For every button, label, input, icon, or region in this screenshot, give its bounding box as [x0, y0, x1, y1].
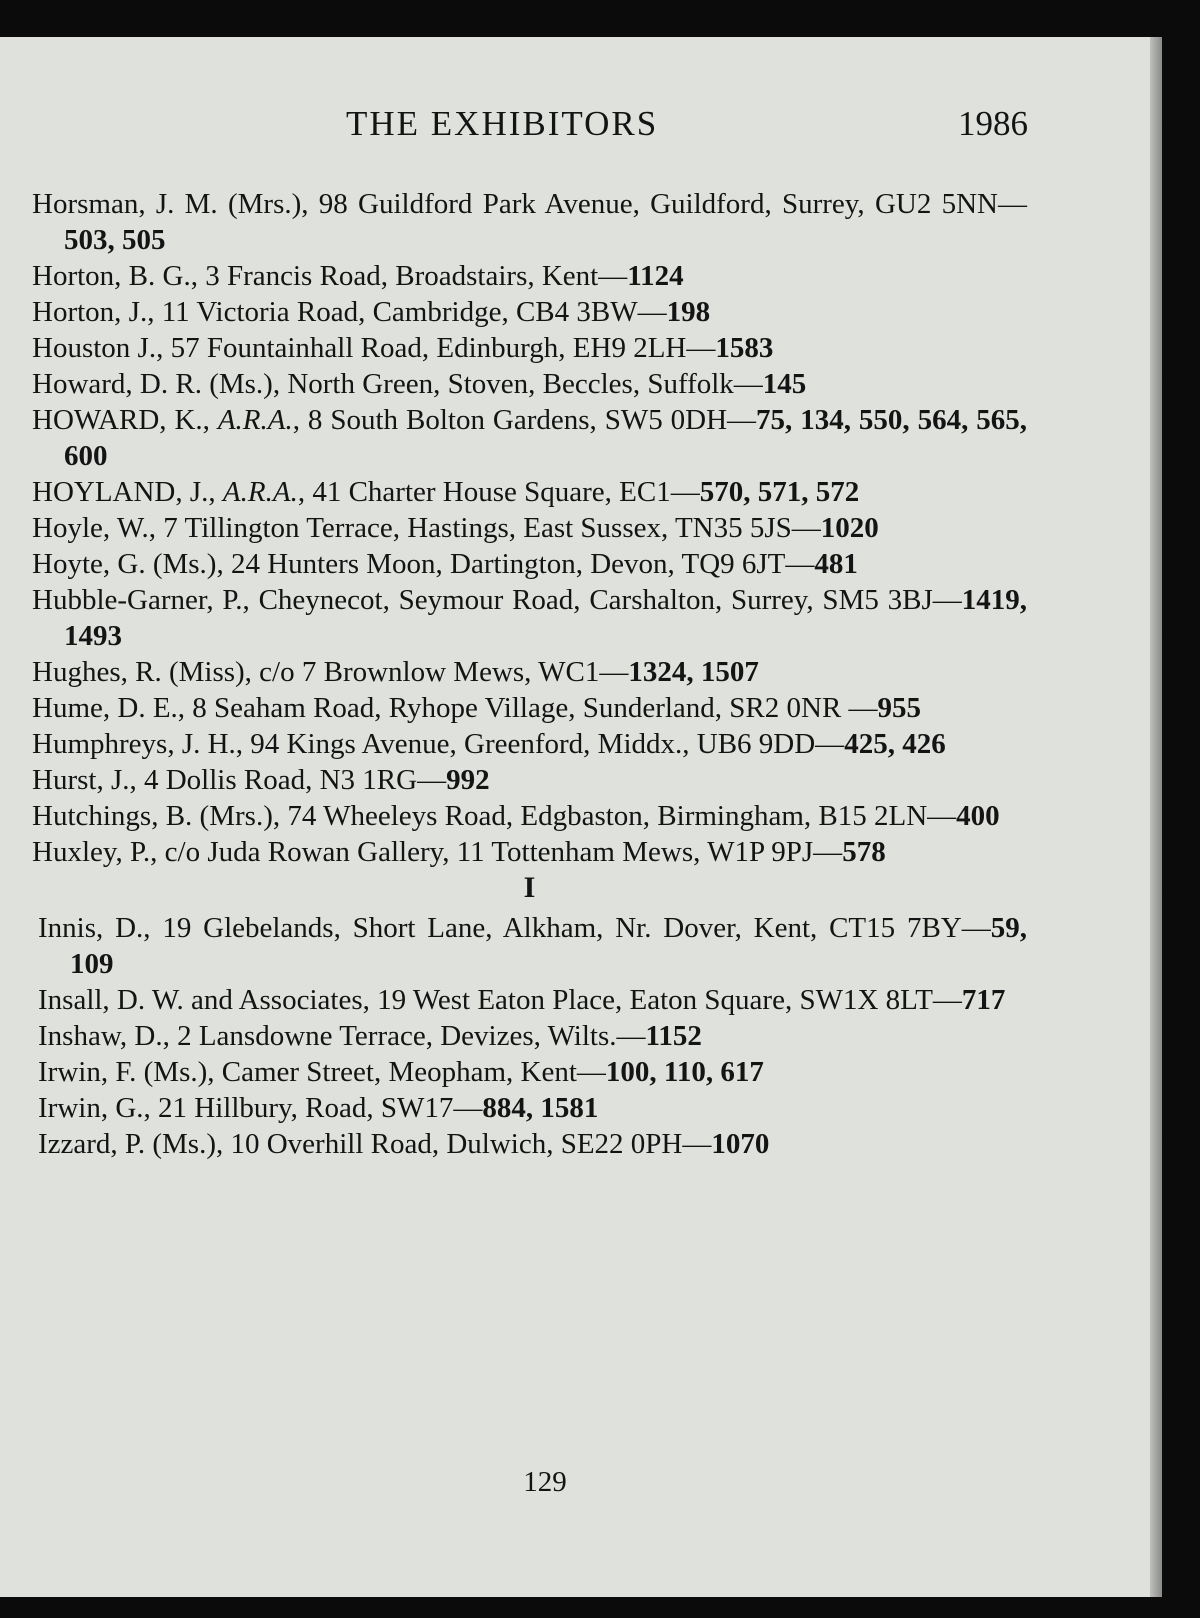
- exhibitor-address: Insall, D. W. and Associates, 19 West Eaton Place, Eaton Square, SW1X 8LT—: [38, 984, 962, 1016]
- catalogue-numbers: 198: [666, 296, 711, 328]
- catalogue-numbers: 400: [956, 800, 1000, 832]
- exhibitor-honour: A.R.A.: [222, 476, 298, 508]
- catalogue-numbers: 1419, 1493: [64, 584, 1027, 652]
- exhibitor-entry: [32, 186, 1027, 258]
- exhibitor-entry: [32, 726, 1027, 762]
- exhibitor-address: Horsman, J. M. (Mrs.), 98 Guildford Park Avenue, Guildford, Surrey, GU2 5NN—: [32, 188, 1027, 220]
- exhibitor-address: Hutchings, B. (Mrs.), 74 Wheeleys Road, Edgbaston, Birmingham, B15 2LN—: [32, 800, 957, 832]
- exhibitor-entry: [38, 1054, 1027, 1090]
- exhibitor-address: Hubble-Garner, P., Cheynecot, Seymour Road, Carshalton, Surrey, SM5 3BJ—: [32, 584, 962, 616]
- exhibitor-entry: [38, 982, 1027, 1018]
- catalogue-numbers: 717: [961, 984, 1006, 1016]
- exhibitor-entry: [32, 762, 1027, 798]
- exhibitor-address: Hughes, R. (Miss), c/o 7 Brownlow Mews, WC1—: [32, 656, 629, 688]
- exhibitor-address: Hume, D. E., 8 Seaham Road, Ryhope Village, Sunderland, SR2 0NR —: [32, 692, 878, 724]
- exhibitor-section-h: [32, 186, 1027, 870]
- catalogue-numbers: 1070: [711, 1128, 770, 1160]
- header-title: THE EXHIBITORS: [346, 104, 659, 143]
- exhibitor-entry: [32, 546, 1027, 582]
- exhibitor-entry: [38, 1018, 1027, 1054]
- catalogue-numbers: 955: [877, 692, 922, 724]
- catalogue-numbers: 100, 110, 617: [605, 1056, 764, 1088]
- exhibitor-entry: [38, 910, 1027, 982]
- exhibitor-entry: [32, 258, 1027, 294]
- catalogue-numbers: 884, 1581: [482, 1092, 599, 1124]
- catalogue-numbers: 75, 134, 550, 564, 565, 600: [64, 404, 1027, 472]
- exhibitor-entry: [32, 654, 1027, 690]
- exhibitor-address-rest: , 41 Charter House Square, EC1—: [297, 476, 700, 508]
- catalogue-numbers: 145: [762, 368, 807, 400]
- exhibitor-address: Izzard, P. (Ms.), 10 Overhill Road, Dulwich, SE22 0PH—: [38, 1128, 712, 1160]
- catalogue-numbers: 59, 109: [70, 912, 1027, 980]
- exhibitor-address: Hoyte, G. (Ms.), 24 Hunters Moon, Dartington, Devon, TQ9 6JT—: [32, 548, 815, 580]
- page-number: 129: [523, 1466, 567, 1498]
- catalogue-numbers: 578: [842, 836, 886, 868]
- catalogue-numbers: 570, 571, 572: [699, 476, 860, 508]
- exhibitor-address: Irwin, G., 21 Hillbury, Road, SW17—: [38, 1092, 483, 1124]
- exhibitor-entry: [32, 366, 1027, 402]
- exhibitor-address: Humphreys, J. H., 94 Kings Avenue, Greenford, Middx., UB6 9DD—: [32, 728, 845, 760]
- exhibitor-address: Innis, D., 19 Glebelands, Short Lane, Alkham, Nr. Dover, Kent, CT15 7BY—: [38, 912, 991, 944]
- exhibitor-entry: [32, 330, 1027, 366]
- exhibitor-address: Huxley, P., c/o Juda Rowan Gallery, 11 Tottenham Mews, W1P 9PJ—: [32, 836, 843, 868]
- exhibitor-entry: [32, 834, 1027, 870]
- catalogue-numbers: 992: [446, 764, 490, 796]
- exhibitor-entry: [32, 294, 1027, 330]
- exhibitor-entry: [32, 474, 1027, 510]
- exhibitor-address: Howard, D. R. (Ms.), North Green, Stoven, Beccles, Suffolk—: [32, 368, 763, 400]
- catalogue-numbers: 1324, 1507: [628, 656, 759, 688]
- catalogue-numbers: 425, 426: [844, 728, 946, 760]
- running-header: [0, 104, 1150, 144]
- header-year: 1986: [958, 104, 1028, 143]
- exhibitor-entry: [32, 690, 1027, 726]
- exhibitor-entry: [32, 402, 1027, 474]
- exhibitor-address-rest: , 8 South Bolton Gardens, SW5 0DH—: [292, 404, 757, 436]
- exhibitor-entry: [38, 1126, 1027, 1162]
- exhibitor-address: HOYLAND, J.,: [32, 476, 223, 508]
- catalogue-numbers: 1583: [715, 332, 774, 364]
- exhibitor-address: Horton, J., 11 Victoria Road, Cambridge, CB4 3BW—: [32, 296, 667, 328]
- exhibitor-honour: A.R.A.: [217, 404, 293, 436]
- exhibitor-entry: [32, 510, 1027, 546]
- page-edge: [1150, 37, 1162, 1597]
- exhibitor-entry: [32, 582, 1027, 654]
- exhibitor-section-i: [32, 910, 1027, 1162]
- catalogue-numbers: 503, 505: [64, 224, 166, 256]
- catalogue-numbers: 1152: [645, 1020, 702, 1052]
- exhibitor-address: Hoyle, W., 7 Tillington Terrace, Hastings, East Sussex, TN35 5JS—: [32, 512, 821, 544]
- exhibitor-address: Hurst, J., 4 Dollis Road, N3 1RG—: [32, 764, 447, 796]
- exhibitor-list: [32, 186, 1027, 1162]
- exhibitor-address: Irwin, F. (Ms.), Camer Street, Meopham, Kent—: [38, 1056, 606, 1088]
- section-letter: I: [523, 871, 536, 904]
- catalogue-numbers: 1020: [820, 512, 879, 544]
- catalogue-numbers: 481: [814, 548, 858, 580]
- exhibitor-address: Horton, B. G., 3 Francis Road, Broadstairs, Kent—: [32, 260, 628, 292]
- exhibitor-entry: [32, 798, 1027, 834]
- exhibitor-address: HOWARD, K.,: [32, 404, 218, 436]
- exhibitor-address: Inshaw, D., 2 Lansdowne Terrace, Devizes, Wilts.—: [38, 1020, 646, 1052]
- exhibitor-address: Houston J., 57 Fountainhall Road, Edinburgh, EH9 2LH—: [32, 332, 716, 364]
- exhibitor-entry: [38, 1090, 1027, 1126]
- catalogue-numbers: 1124: [627, 260, 684, 292]
